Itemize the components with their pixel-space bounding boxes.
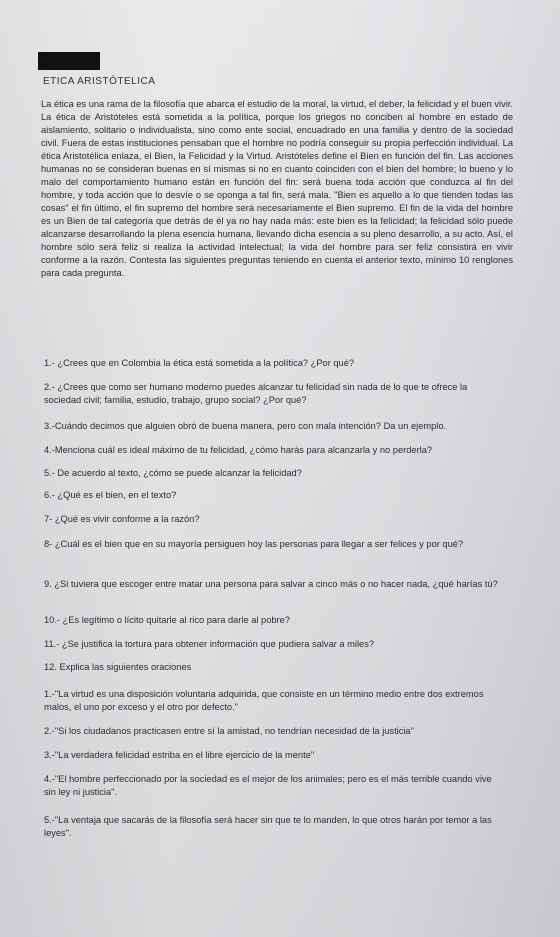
sentence-4: 4.-"El hombre perfeccionado por la sociedad es el mejor de los animales; pero es el más terrible cuando vive sin ley ni justicia". (44, 774, 492, 797)
sentence-3: 3.-"La verdadera felicidad estriba en el libre ejercicio de la mente" (44, 750, 315, 760)
question-10: 10.- ¿Es legítimo o lícito quitarle al rico para darle al pobre? (44, 615, 290, 625)
sentence-2: 2.-"Si los ciudadanos practicasen entre sí la amistad, no tendrían necesidad de la justicia" (44, 726, 414, 736)
intro-text: La ética es una rama de la filosofía que abarca el estudio de la moral, la virtud, el deber, la felicidad y el buen vivir. La ética de Aristóteles está sometida a la política, porque los griegos no conciben al hombre en estado de aislamiento, solitario o individualista, sino como ente social, encuadrado en una familia y dentro de la sociedad civil. Fuera de estas instituciones pensaban que el hombre no podría conseguir su propia perfección individual. La ética Aristotélica enlaza, el Bien, la Felicidad y la Virtud. Aristóteles define el Bien en función del fin. Las acciones humanas no se consideran buenas en sí mismas si no en cuanto coinciden con el bien del hombre; lo bueno y lo malo del comportamiento humano están en función del fin: será buena toda acción que conduzca al fin del hombre, y toda acción que lo desvíe o se oponga a tal fin, será mala. "Bien es aquello a lo que tienden todas las cosas" el fin último, el fin supremo del hombre será necesariamente el Bien supremo. El fin de la vida del hombre es un Bien de tal categoría que detrás de él ya no hay nada más: este bien es la felicidad; la felicidad sólo puede alcanzarse desarrollando la plena esencia humana, llevando dicha esencia a su pleno desarrollo, a su acto. Así, el hombre sólo será feliz si realiza la actividad intelectual; la vida del hombre para ser feliz consistirá en vivir conforme a la razón. Contesta las siguientes preguntas teniendo en cuenta el anterior texto, mínimo 10 renglones para cada pregunta. (41, 99, 513, 278)
document-title: ETICA ARISTÓTELICA (43, 76, 156, 87)
sentence-5: 5.-"La ventaja que sacarás de la filosofía será hacer sin que te lo manden, lo que otros harán por temor a las leyes". (44, 815, 492, 838)
redaction-bar (38, 52, 100, 70)
question-12: 12. Explica las siguientes oraciones (44, 662, 192, 672)
question-5: 5.- De acuerdo al texto, ¿cómo se puede alcanzar la felicidad? (44, 468, 302, 478)
intro-paragraph (41, 98, 513, 280)
question-2: 2.- ¿Crees que como ser humano moderno puedes alcanzar tu felicidad sin nada de lo que te ofrece la sociedad civil; familia, estudio, trabajo, grupo social? ¿Por qué? (44, 382, 468, 405)
question-4: 4.-Menciona cuál es ideal máximo de tu felicidad, ¿cómo harás para alcanzarla y no perderla? (44, 445, 433, 455)
question-8: 8- ¿Cuál es el bien que en su mayoría persiguen hoy las personas para llegar a ser felices y por qué? (44, 539, 464, 549)
question-1: 1.- ¿Crees que en Colombia la ética está sometida a la política? ¿Por qué? (44, 358, 355, 368)
question-7: 7- ¿Qué es vivir conforme a la razón? (44, 514, 200, 524)
question-9: 9. ¿Si tuviera que escoger entre matar una persona para salvar a cinco más o no hacer nada, ¿qué harías tú? (44, 579, 498, 589)
sentence-1: 1.-"La virtud es una disposición voluntaria adquirida, que consiste en un término medio entre dos extremos malos, el uno por exceso y el otro por defecto." (44, 689, 484, 712)
question-6: 6.- ¿Qué es el bien, en el texto? (44, 490, 177, 500)
question-11: 11.- ¿Se justifica la tortura para obtener información que pudiera salvar a miles? (44, 639, 375, 649)
question-3: 3.-Cuándo decimos que alguien obró de buena manera, pero con mala intención? Da un ejemplo. (44, 421, 447, 431)
